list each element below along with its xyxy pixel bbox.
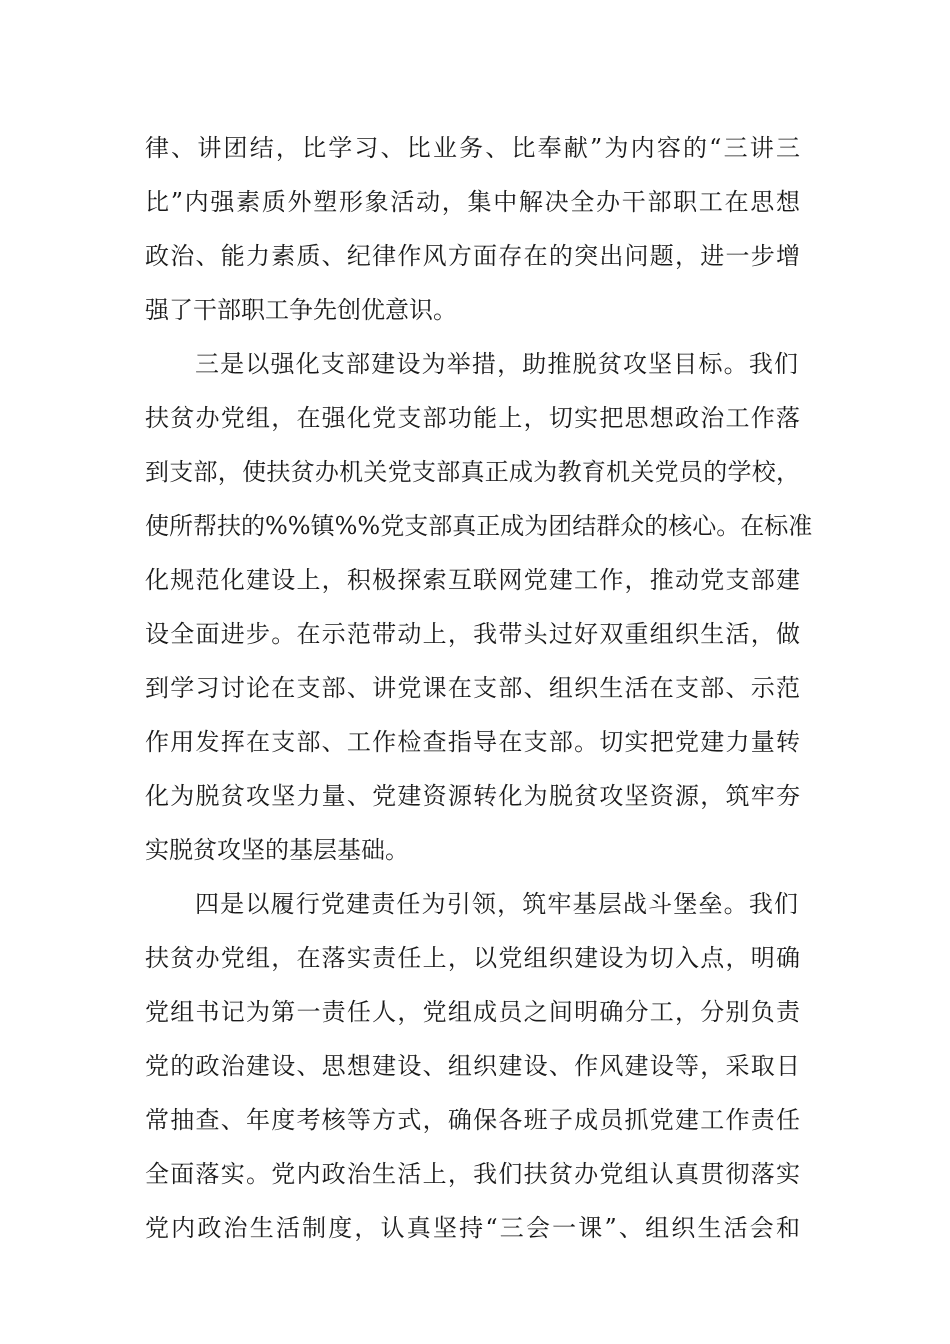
paragraph-2-line-3: 到支部，使扶贫办机关党支部真正成为教育机关党员的学校， [145, 458, 800, 486]
paragraph-3-line-1: 四是以履行党建责任为引领，筑牢基层战斗堡垒。我们 [195, 890, 798, 918]
paragraph-2-line-2: 扶贫办党组，在强化党支部功能上，切实把思想政治工作落 [145, 404, 800, 432]
paragraph-3-line-2: 扶贫办党组，在落实责任上，以党组织建设为切入点，明确 [145, 944, 800, 972]
paragraph-2-line-6: 设全面进步。在示范带动上，我带头过好双重组织生活，做 [145, 620, 800, 648]
paragraph-2-line-8: 作用发挥在支部、工作检查指导在支部。切实把党建力量转 [145, 728, 800, 756]
paragraph-2-line-9: 化为脱贫攻坚力量、党建资源转化为脱贫攻坚资源，筑牢夯 [145, 782, 800, 810]
paragraph-2-line-5: 化规范化建设上，积极探索互联网党建工作，推动党支部建 [145, 566, 800, 594]
paragraph-2-line-7: 到学习讨论在支部、讲党课在支部、组织生活在支部、示范 [145, 674, 800, 702]
paragraph-2-line-1: 三是以强化支部建设为举措，助推脱贫攻坚目标。我们 [195, 350, 798, 378]
paragraph-2-line-4: 使所帮扶的%%镇%%党支部真正成为团结群众的核心。在标准 [145, 512, 813, 540]
paragraph-3-line-5: 常抽查、年度考核等方式，确保各班子成员抓党建工作责任 [145, 1106, 800, 1134]
paragraph-2-line-10: 实脱贫攻坚的基层基础。 [145, 836, 409, 864]
paragraph-1-line-3: 政治、能力素质、纪律作风方面存在的突出问题，进一步增 [145, 242, 800, 270]
paragraph-1-line-1: 律、讲团结，比学习、比业务、比奉献”为内容的“三讲三 [145, 134, 800, 162]
paragraph-1-line-2: 比”内强素质外塑形象活动，集中解决全办干部职工在思想 [145, 188, 800, 216]
paragraph-3-line-7: 党内政治生活制度，认真坚持“三会一课”、组织生活会和 [145, 1214, 800, 1242]
paragraph-1-line-4: 强了干部职工争先创优意识。 [145, 296, 457, 324]
paragraph-3-line-4: 党的政治建设、思想建设、组织建设、作风建设等，采取日 [145, 1052, 800, 1080]
paragraph-3-line-6: 全面落实。党内政治生活上，我们扶贫办党组认真贯彻落实 [145, 1160, 800, 1188]
paragraph-3-line-3: 党组书记为第一责任人，党组成员之间明确分工，分别负责 [145, 998, 800, 1026]
